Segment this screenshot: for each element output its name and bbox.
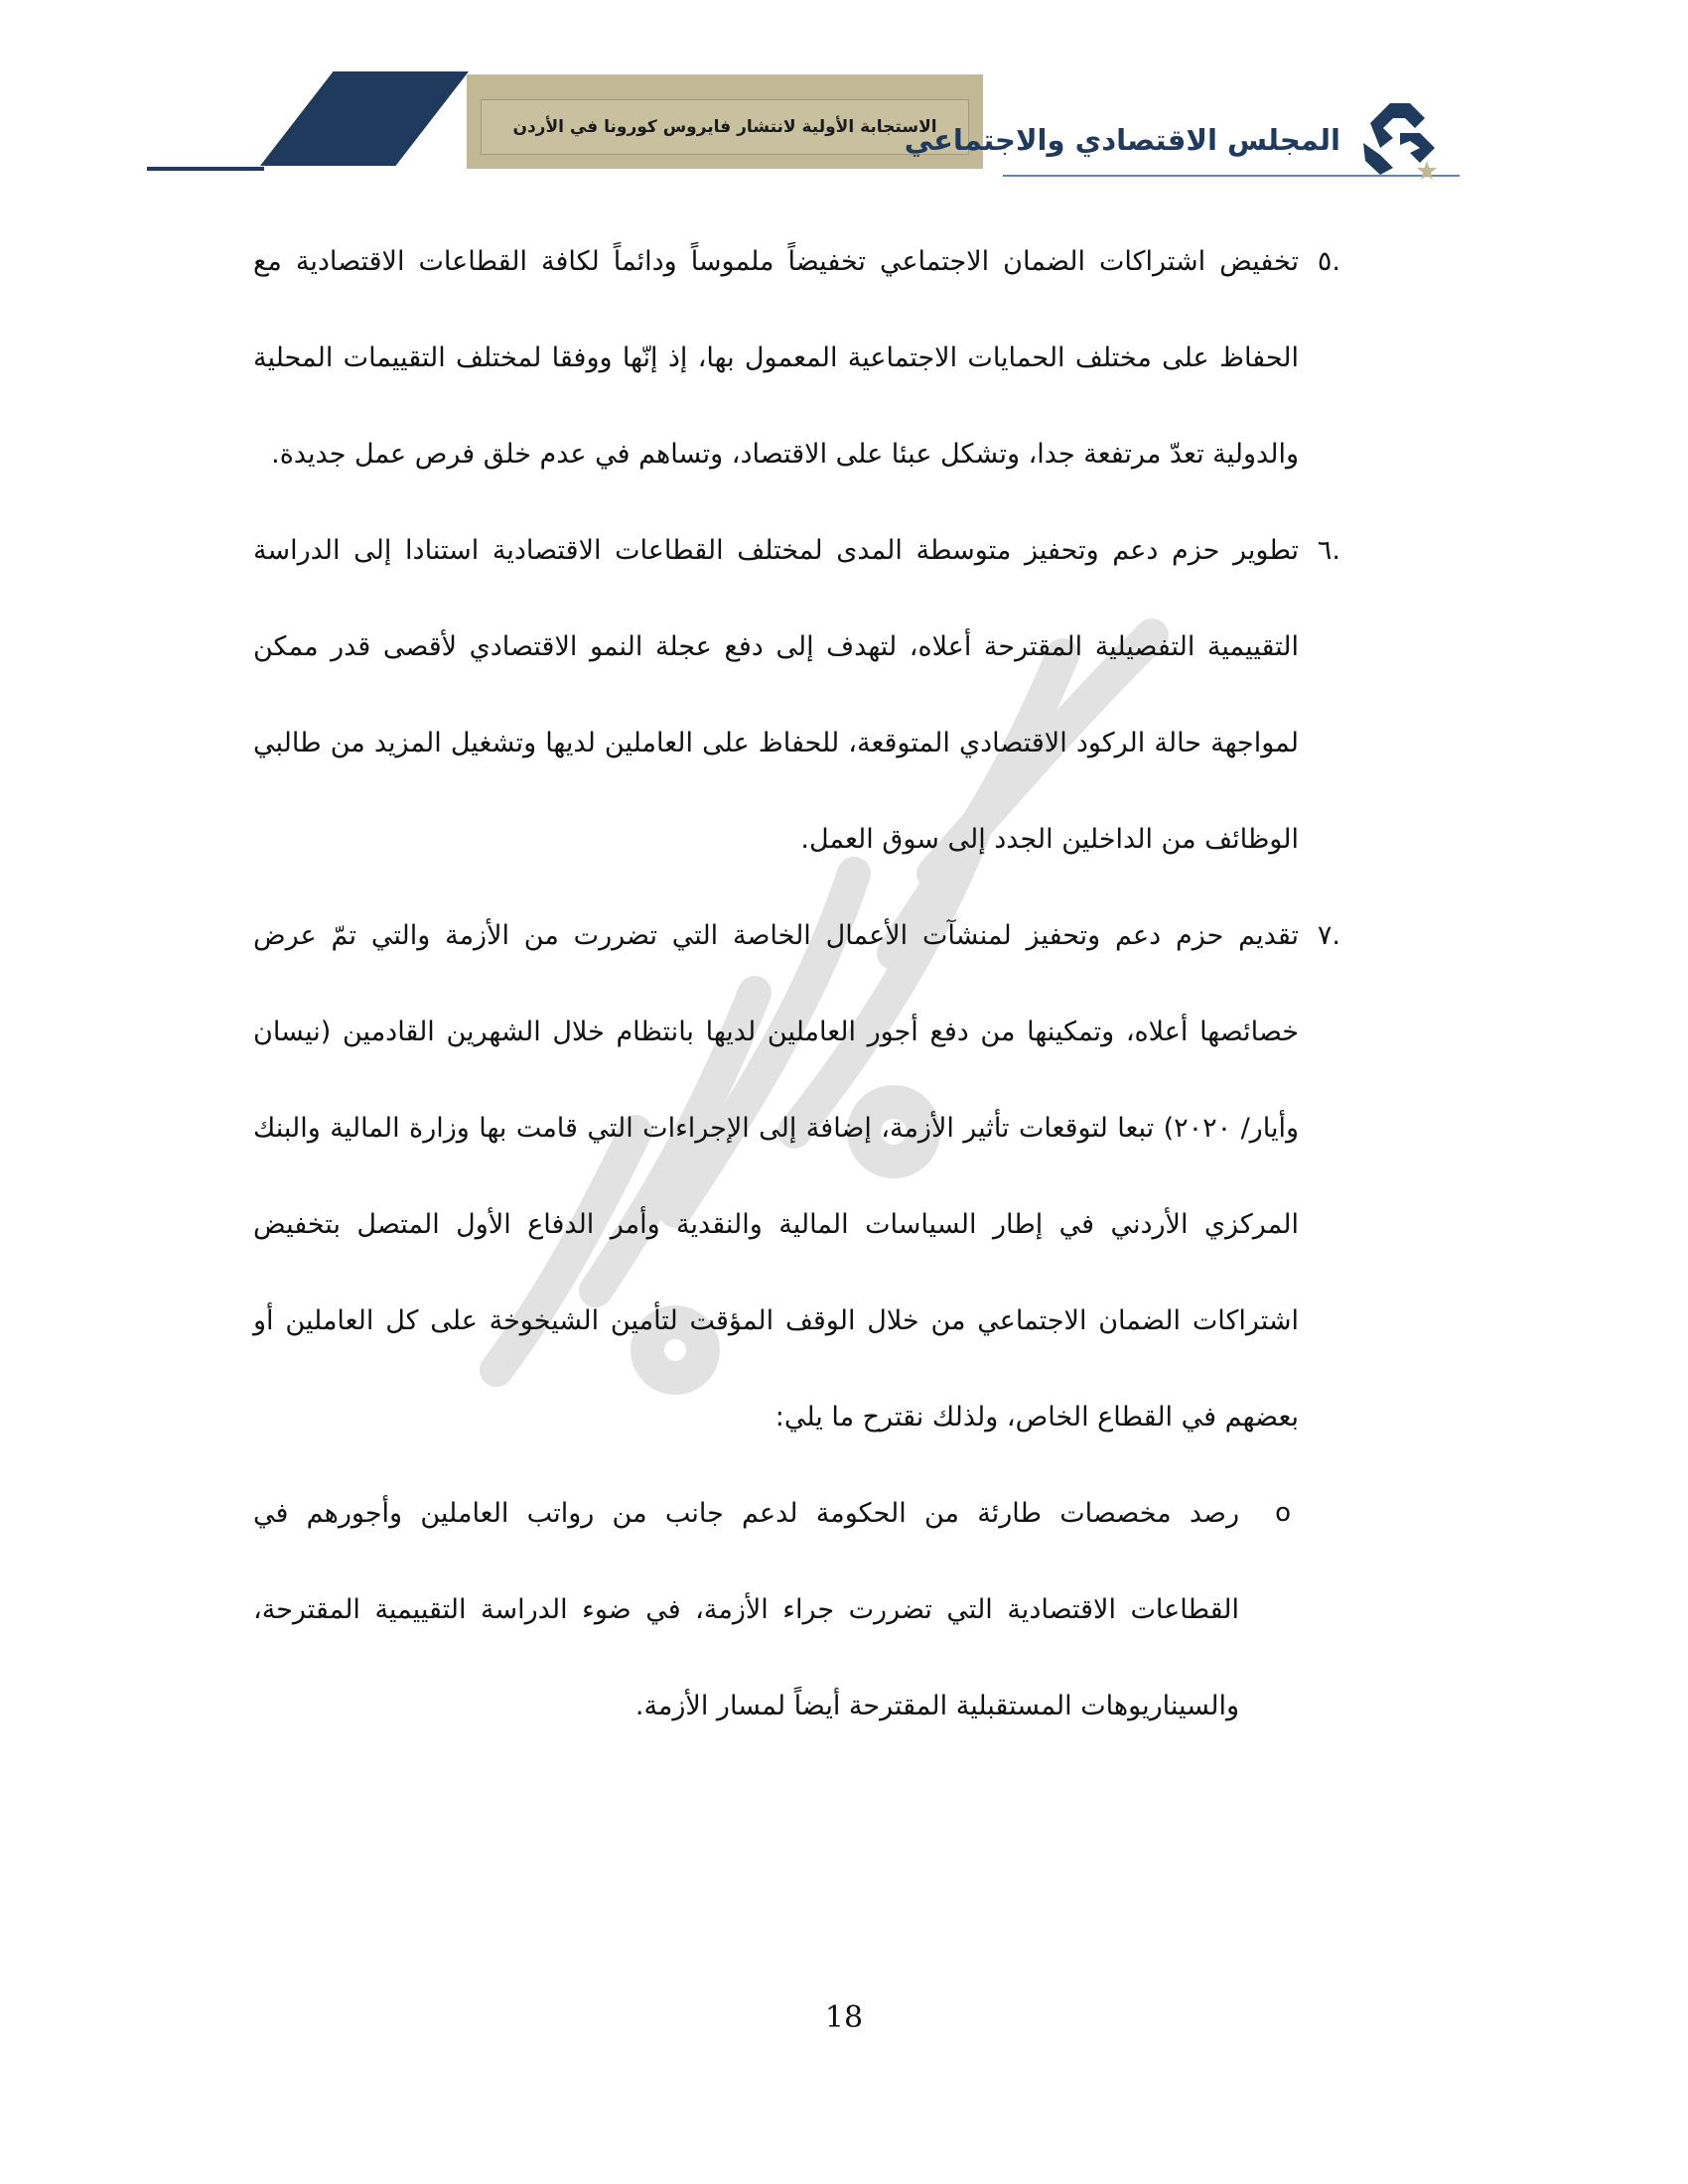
item-number: .٧ xyxy=(1317,920,1340,951)
bullet-circle-icon: o xyxy=(1275,1498,1291,1528)
numbered-item xyxy=(253,213,1340,502)
item-text: تطوير حزم دعم وتحفيز متوسطة المدى لمختلف القطاعات الاقتصادية استنادا إلى الدراسة التقييمية التفصيلية المقترحة أعلاه، لتهدف إلى دفع عجلة النمو الاقتصادي لأقصى قدر ممكن لمواجهة حالة الركود الاقتصادي المتوقعة، للحفاظ على العاملين لديها وتشغيل المزيد من طالبي الوظائف من الداخلين الجدد إلى سوق العمل. xyxy=(253,535,1299,855)
ces-logo-icon xyxy=(1355,93,1445,183)
header-left-rule xyxy=(147,167,264,171)
organization-name: المجلس الاقتصادي والاجتماعي xyxy=(904,123,1340,157)
item-number: .٥ xyxy=(1317,246,1340,277)
page-number: 18 xyxy=(824,2000,864,2035)
numbered-item xyxy=(253,502,1340,887)
page-header xyxy=(0,0,1688,189)
item-text: تخفيض اشتراكات الضمان الاجتماعي تخفيضاً ملموساً ودائماً لكافة القطاعات الاقتصادية مع الحفاظ على مختلف الحمايات الاجتماعية المعمول بها، إذ إنّها ووفقا لمختلف التقييمات المحلية والدولية تعدّ مرتفعة جدا، وتشكل عبئا على الاقتصاد، وتساهم في عدم خلق فرص عمل جديدة. xyxy=(253,246,1299,470)
bullet-item xyxy=(253,1465,1291,1754)
item-text: تقديم حزم دعم وتحفيز لمنشآت الأعمال الخاصة التي تضررت من الأزمة والتي تمّ عرض خصائصها أعلاه، وتمكينها من دفع أجور العاملين لديها بانتظام خلال الشهرين القادمين (نيسان وأيار/ ٢٠٢٠) تبعا لتوقعات تأثير الأزمة، إضافة إلى الإجراءات التي قامت بها وزارة المالية والبنك المركزي الأردني في إطار السياسات المالية والنقدية وأمر الدفاع الأول المتصل بتخفيض اشتراكات الضمان الاجتماعي من خلال الوقف المؤقت لتأمين الشيخوخة على كل العاملين أو بعضهم في القطاع الخاص، ولذلك نقترح ما يلي: xyxy=(253,920,1300,1433)
body-content xyxy=(253,213,1340,1754)
report-title: الاستجابة الأولية لانتشار فايروس كورونا في الأردن xyxy=(481,99,969,155)
header-navy-parallelogram xyxy=(260,71,469,166)
numbered-item xyxy=(253,887,1340,1465)
item-number: .٦ xyxy=(1317,535,1340,566)
bullet-text: رصد مخصصات طارئة من الحكومة لدعم جانب من رواتب العاملين وأجورهم في القطاعات الاقتصادية التي تضررت جراء الأزمة، في ضوء الدراسة التقييمية المقترحة، والسيناريوهات المستقبلية المقترحة أيضاً لمسار الأزمة. xyxy=(253,1498,1239,1721)
